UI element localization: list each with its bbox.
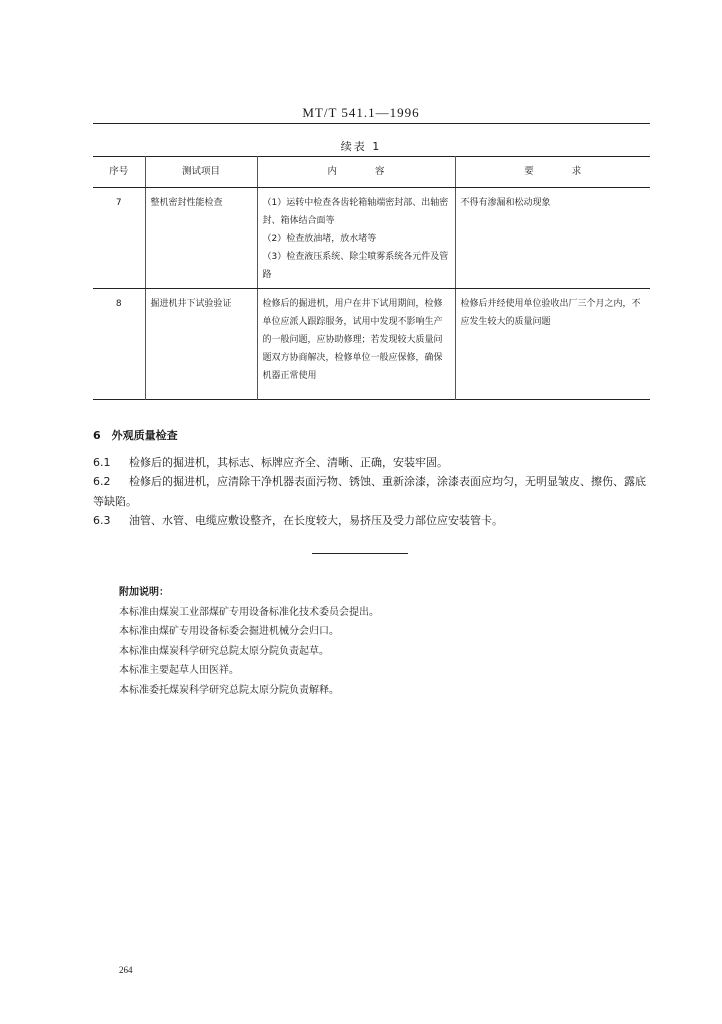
table-continued-title: 续表 1 [340,140,382,153]
column-header-no: 序号 [93,157,145,188]
clause-text: 检修后的掘进机，其标志、标牌应齐全、清晰、正确，安装牢固。 [129,456,448,469]
page-number: 264 [119,965,133,975]
clause-text: 油管、水管、电缆应敷设整齐，在长度较大，易挤压及受力部位应安装管卡。 [129,514,503,527]
standard-code-header: MT/T 541.1—1996 [302,105,420,120]
table-header-row [93,157,650,188]
column-header-content: 内 容 [257,157,455,188]
test-item: 整机密封性能检查 [145,188,257,289]
test-content: （1）运转中检查各齿轮箱轴端密封部、出轴密封、箱体结合面等 （2）检查放油堵，放水堵等 （3）检查液压系统、除尘喷雾系统各元件及管路 [257,188,455,289]
row-number: 8 [115,299,122,309]
row-number: 7 [93,188,145,289]
table-row [93,289,650,400]
test-content: 检修后的掘进机，用户在井下试用期间，检修单位应派人跟踪服务，试用中发现不影响生产的一般问题，应协助修理；若发现较大质量问题双方协商解决，检修单位一般应保修，确保机器正常使用 [257,289,455,400]
section-title: 6 外观质量检查 [93,429,178,442]
column-header-item: 测试项目 [145,157,257,188]
clause-number: 6.3 [93,514,111,527]
additional-notes [119,583,379,700]
clause-6-2 [93,472,655,512]
test-item: 掘进机井下试验验证 [145,289,257,400]
clause-number: 6.2 [93,475,111,488]
table-row [93,188,650,289]
clause-6-3 [93,511,655,531]
note-line: 本标准由煤炭工业部煤矿专用设备标准化技术委员会提出。 [119,606,379,618]
clause-number: 6.1 [93,456,111,469]
notes-title: 附加说明： [119,587,169,598]
test-requirement: 检修后并经使用单位验收出厂三个月之内，不应发生较大的质量问题 [455,289,650,400]
clause-6-1 [93,453,655,473]
end-divider [312,553,408,554]
test-spec-table [93,156,650,400]
clause-text: 检修后的掘进机，应清除干净机器表面污物、锈蚀、重新涂漆，涂漆表面应均匀，无明显皱皮、擦伤、露底等缺陷。 [93,475,646,508]
note-line: 本标准由煤炭科学研究总院太原分院负责起草。 [119,645,329,657]
test-requirement: 不得有渗漏和松动现象 [455,188,650,289]
note-line: 本标准委托煤炭科学研究总院太原分院负责解释。 [119,684,339,696]
note-line: 本标准主要起草人田医祥。 [119,665,239,676]
header-rule [93,123,650,124]
note-line: 本标准由煤矿专用设备标委会掘进机械分会归口。 [119,626,339,637]
column-header-requirement: 要 求 [455,157,650,188]
